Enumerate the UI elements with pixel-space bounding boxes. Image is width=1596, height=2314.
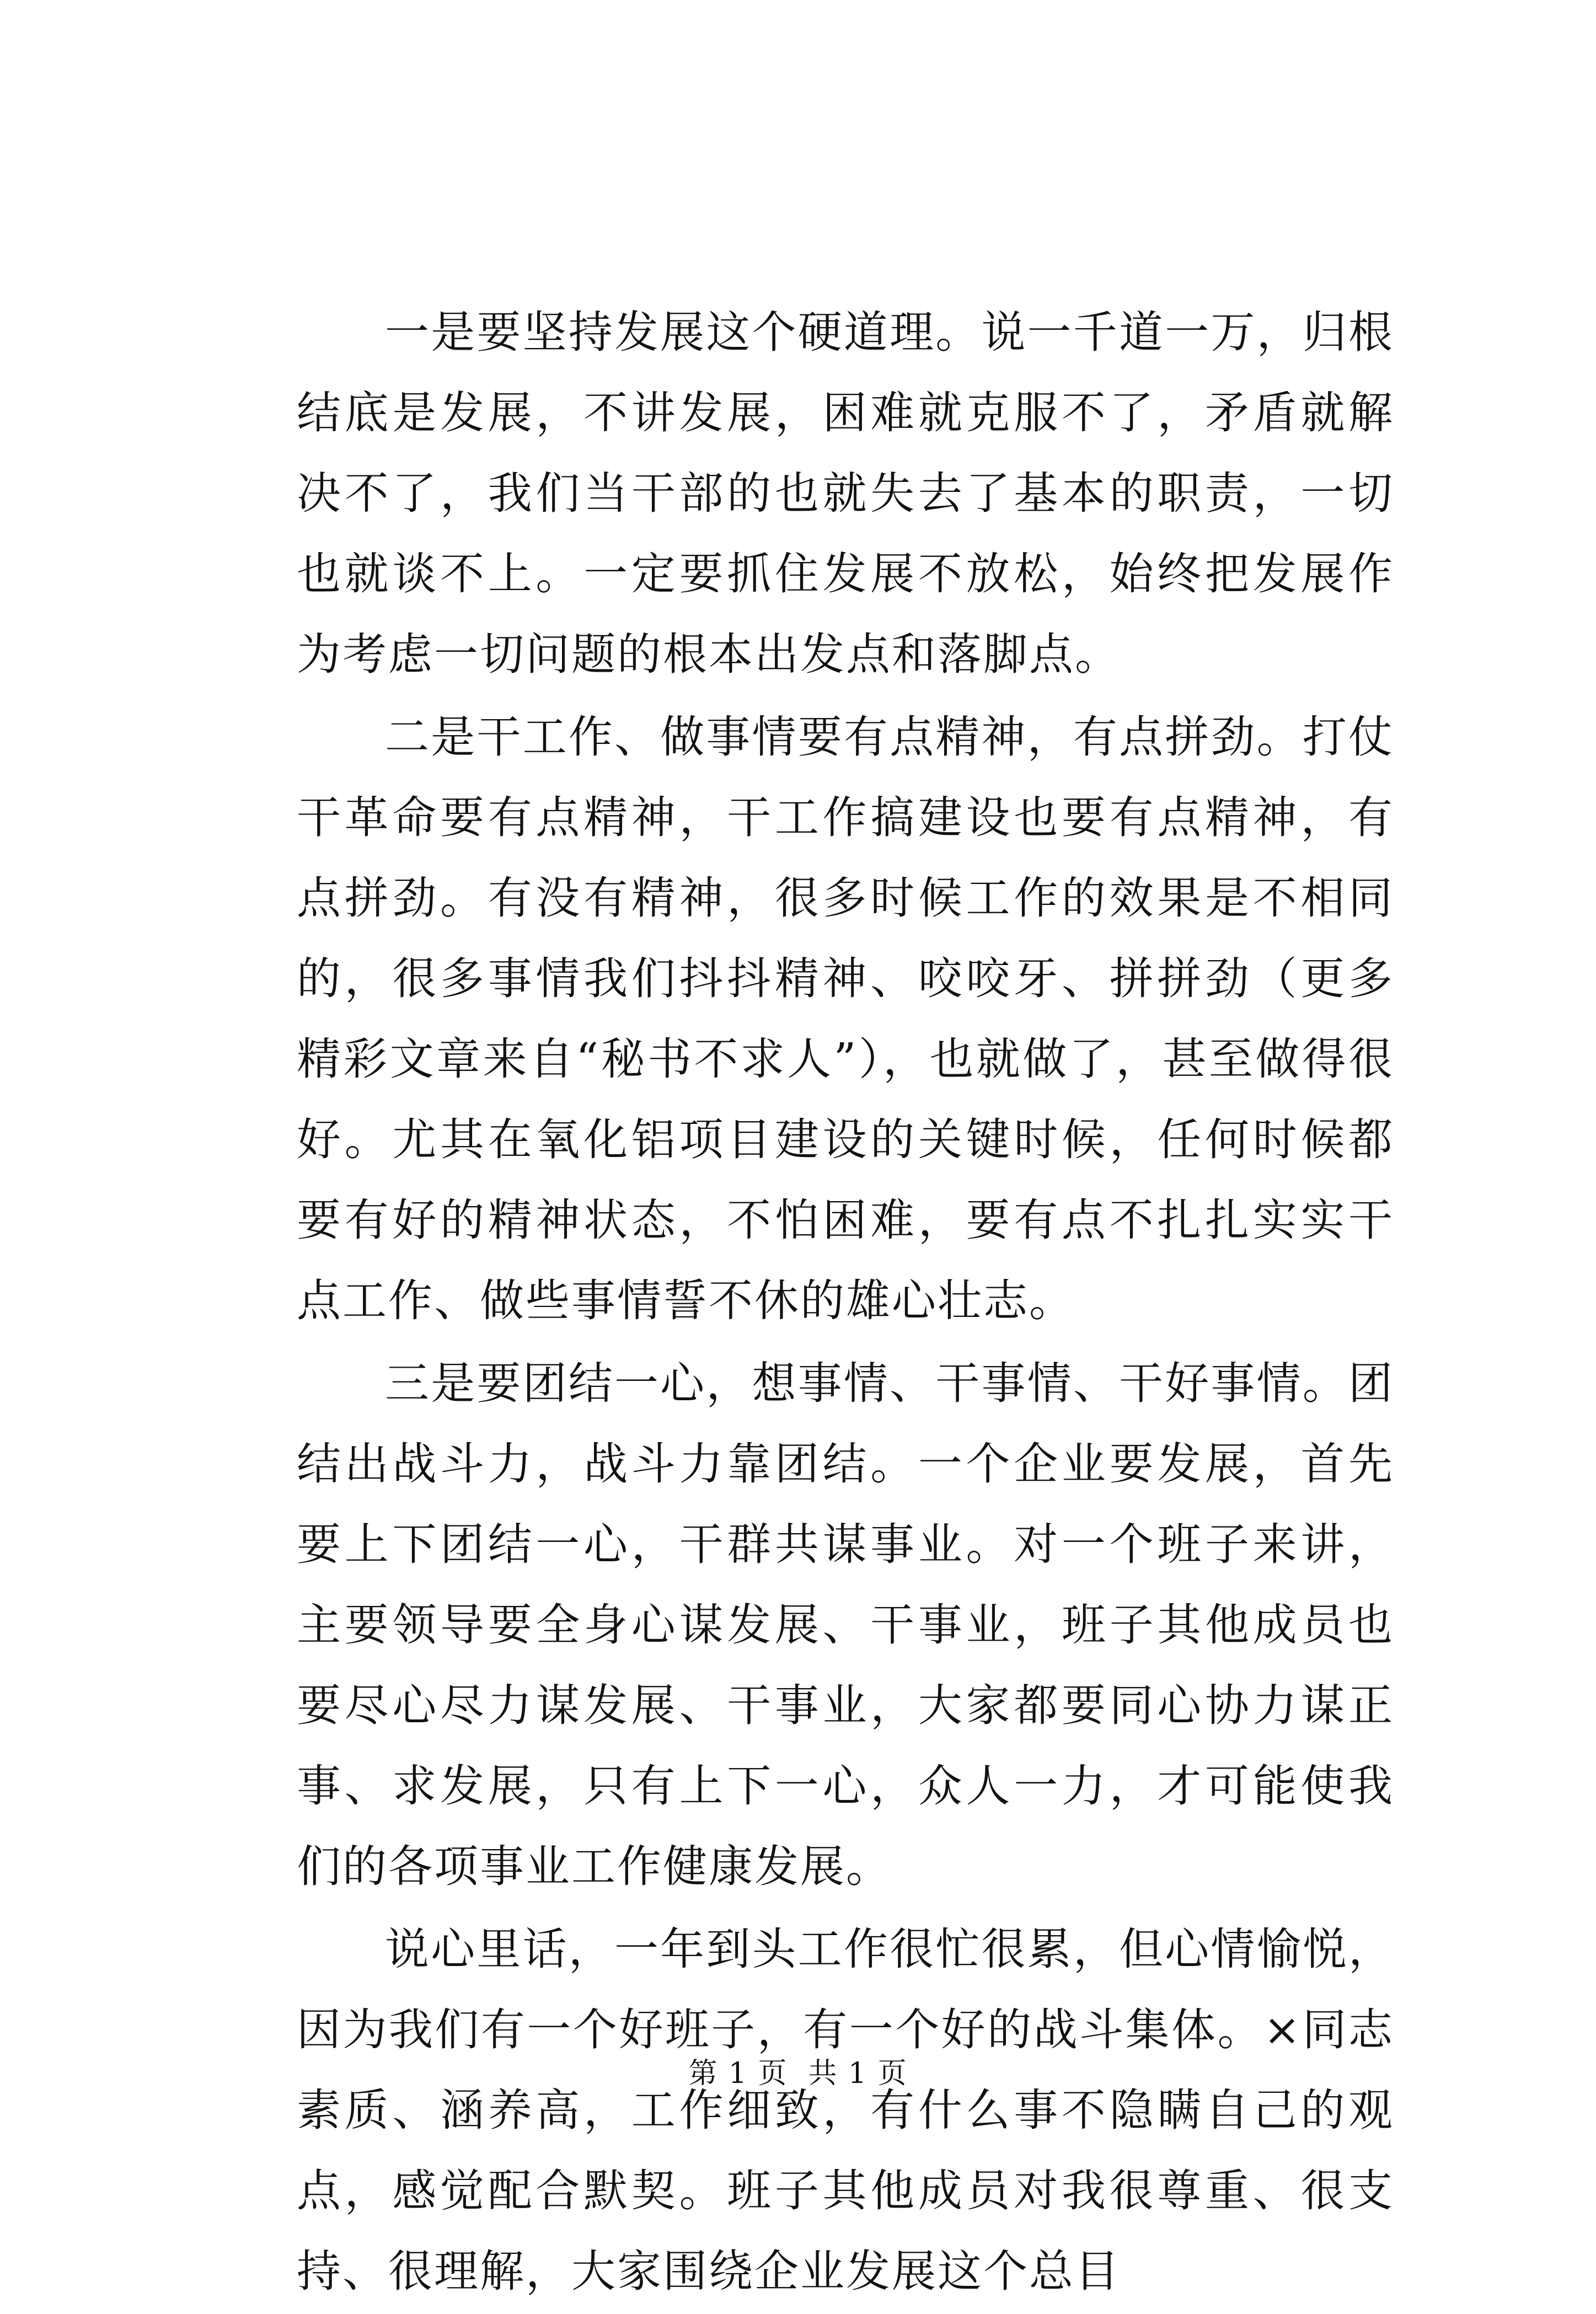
page-footer [0, 2057, 1596, 2090]
paragraph-3: 三是要团结一心，想事情、干事情、干好事情。团结出战斗力，战斗力靠团结。一个企业要发展，首先要上下团结一心，干群共谋事业。对一个班子来讲，主要领导要全身心谋发展、干事业，班子其他成员也要尽心尽力谋发展、干事业，大家都要同心协力谋正事、求发展，只有上下一心，众人一力，才可能使我们的各项事业工作健康发展。 [297, 1358, 1394, 1892]
paragraph-4: 说心里话，一年到头工作很忙很累，但心情愉悦，因为我们有一个好班子，有一个好的战斗集体。×同志素质、涵养高，工作细致，有什么事不隐瞒自己的观点，感觉配合默契。班子其他成员对我很尊重、很支持、很理解，大家围绕企业发展这个总目 [297, 1924, 1394, 2297]
page-number-text: 第 1 页 共 1 页 [688, 2057, 908, 2090]
paragraph-2: 二是干工作、做事情要有点精神，有点拼劲。打仗干革命要有点精神，干工作搞建设也要有点精神，有点拼劲。有没有精神，很多时候工作的效果是不相同的，很多事情我们抖抖精神、咬咬牙、拼拼劲（更多精彩文章来自“秘书不求人”），也就做了，甚至做得很好。尤其在氧化铝项目建设的关键时候，任何时候都要有好的精神状态，不怕困难，要有点不扎扎实实干点工作、做些事情誓不休的雄心壮志。 [297, 711, 1394, 1326]
document-body [297, 292, 1394, 2314]
paragraph-1: 一是要坚持发展这个硬道理。说一千道一万，归根结底是发展，不讲发展，困难就克服不了，矛盾就解决不了，我们当干部的也就失去了基本的职责，一切也就谈不上。一定要抓住发展不放松，始终把发展作为考虑一切问题的根本出发点和落脚点。 [297, 307, 1394, 680]
